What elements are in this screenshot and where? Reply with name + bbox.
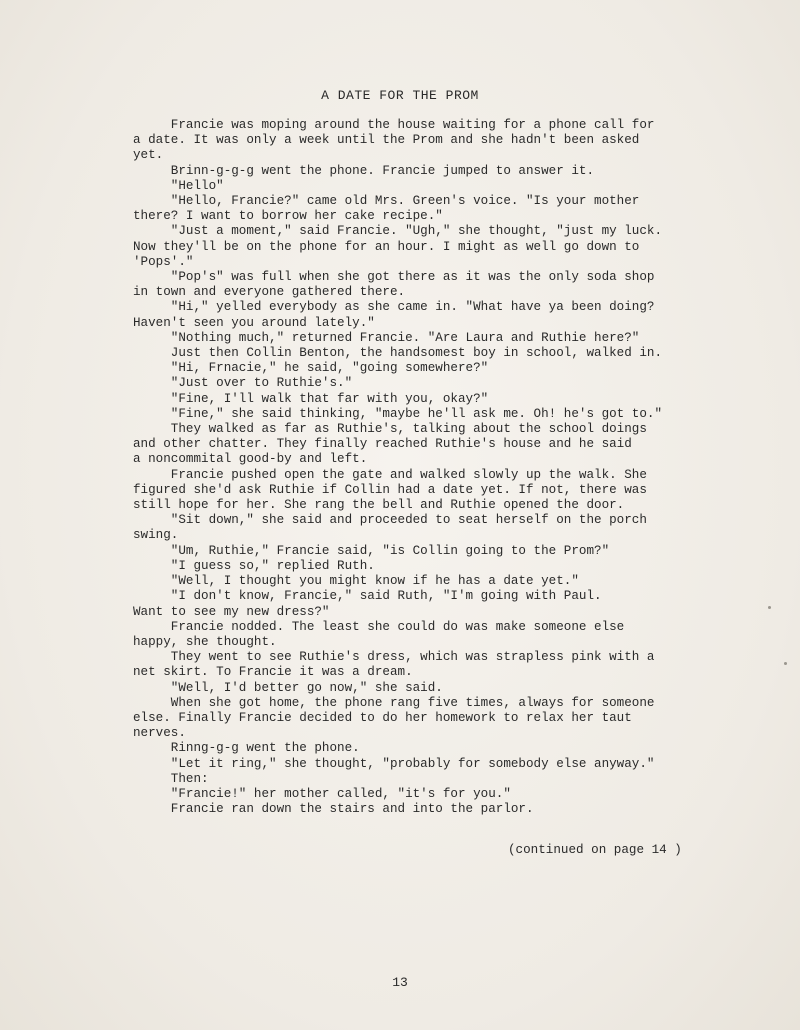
story-line: "Pop's" was full when she got there as it was the only soda shop [133, 270, 655, 285]
paper-speck [768, 606, 771, 609]
story-title: A DATE FOR THE PROM [321, 88, 479, 103]
story-line: a date. It was only a week until the Prom and she hadn't been asked [133, 133, 640, 148]
story-line: Francie ran down the stairs and into the parlor. [133, 802, 534, 817]
story-line: "Fine, I'll walk that far with you, okay?" [133, 391, 489, 406]
story-line: Want to see my new dress?" [133, 604, 330, 619]
story-line: "I guess so," replied Ruth. [133, 558, 375, 573]
story-body [133, 118, 693, 817]
story-line: They went to see Ruthie's dress, which was strapless pink with a [133, 650, 655, 665]
story-line: "Hello" [133, 178, 224, 193]
story-line: "Just a moment," said Francie. "Ugh," she thought, "just my luck. [133, 224, 663, 239]
story-line: there? I want to borrow her cake recipe." [133, 209, 443, 224]
story-line: else. Finally Francie decided to do her homework to relax her taut [133, 710, 632, 725]
story-line: a noncommital good-by and left. [133, 452, 368, 467]
story-line: Then: [133, 771, 209, 786]
story-line: and other chatter. They finally reached Ruthie's house and he said [133, 437, 632, 452]
story-line: yet. [133, 148, 164, 163]
story-line: "Francie!" her mother called, "it's for you." [133, 786, 511, 801]
story-line: swing. [133, 528, 179, 543]
story-line: "Hello, Francie?" came old Mrs. Green's voice. "Is your mother [133, 194, 640, 209]
page-number: 13 [392, 975, 408, 990]
continued-note: (continued on page 14 ) [508, 843, 682, 857]
story-line: When she got home, the phone rang five times, always for someone [133, 695, 655, 710]
story-line: in town and everyone gathered there. [133, 285, 406, 300]
story-line: "Hi," yelled everybody as she came in. "What have ya been doing? [133, 300, 655, 315]
story-line: Francie nodded. The least she could do was make someone else [133, 619, 625, 634]
story-line: 'Pops'." [133, 254, 194, 269]
story-line: Francie was moping around the house waiting for a phone call for [133, 118, 655, 132]
story-line: Rinng-g-g went the phone. [133, 741, 360, 756]
story-line: still hope for her. She rang the bell and Ruthie opened the door. [133, 498, 625, 513]
story-line: Francie pushed open the gate and walked slowly up the walk. She [133, 467, 647, 482]
story-line: "Just over to Ruthie's." [133, 376, 353, 391]
story-line: net skirt. To Francie it was a dream. [133, 665, 413, 680]
story-line: Haven't seen you around lately." [133, 315, 375, 330]
paper-speck [784, 662, 787, 665]
story-line: "I don't know, Francie," said Ruth, "I'm going with Paul. [133, 589, 602, 604]
story-line: figured she'd ask Ruthie if Collin had a date yet. If not, there was [133, 482, 647, 497]
story-line: nerves. [133, 726, 186, 741]
story-line: Now they'll be on the phone for an hour. I might as well go down to [133, 239, 640, 254]
story-line: "Nothing much," returned Francie. "Are Laura and Ruthie here?" [133, 330, 640, 345]
story-line: Just then Collin Benton, the handsomest boy in school, walked in. [133, 346, 663, 361]
story-line: "Fine," she said thinking, "maybe he'll ask me. Oh! he's got to." [133, 406, 663, 421]
story-line: They walked as far as Ruthie's, talking about the school doings [133, 422, 647, 437]
story-line: "Well, I'd better go now," she said. [133, 680, 443, 695]
story-line: "Sit down," she said and proceeded to seat herself on the porch [133, 513, 647, 528]
story-line: "Hi, Frnacie," he said, "going somewhere?" [133, 361, 489, 376]
story-line: Brinn-g-g-g went the phone. Francie jumped to answer it. [133, 163, 595, 178]
story-line: "Well, I thought you might know if he has a date yet." [133, 574, 579, 589]
story-line: "Let it ring," she thought, "probably for somebody else anyway." [133, 756, 655, 771]
story-line: "Um, Ruthie," Francie said, "is Collin going to the Prom?" [133, 543, 610, 558]
story-line: happy, she thought. [133, 634, 277, 649]
